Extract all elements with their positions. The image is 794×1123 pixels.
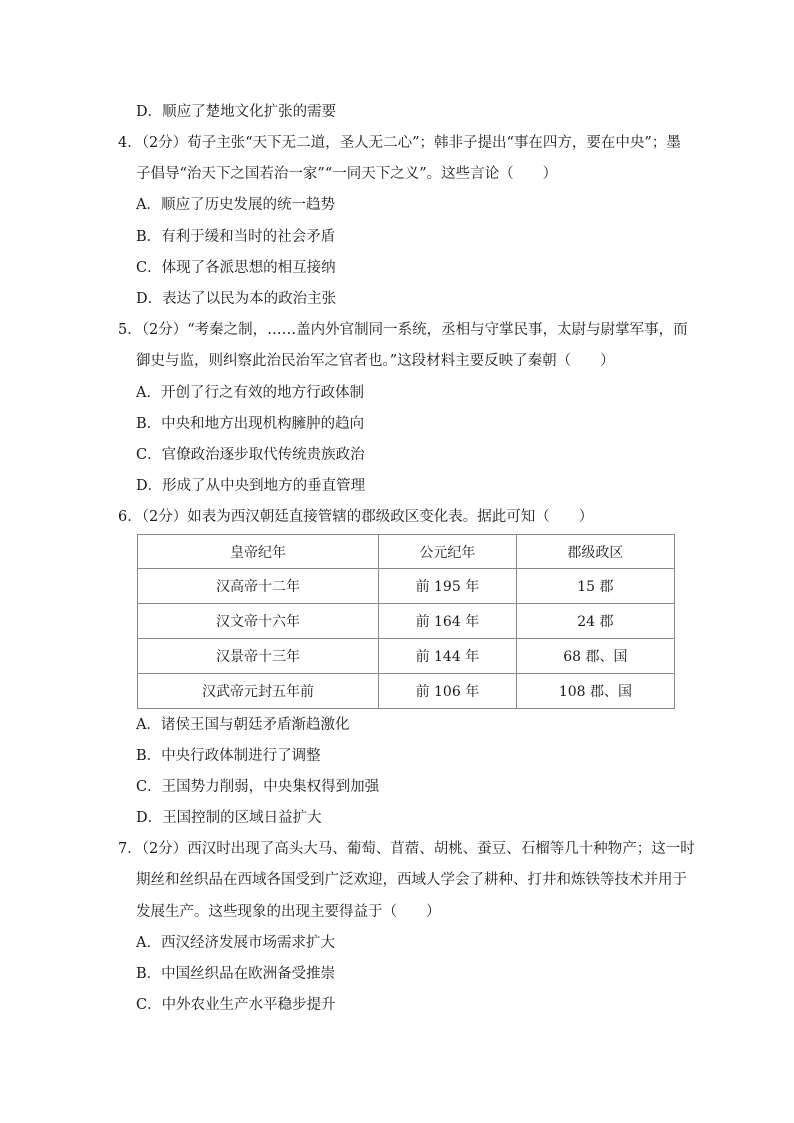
q7-option-a: A．西汉经济发展市场需求扩大 xyxy=(136,935,335,951)
q6-data-table xyxy=(137,534,675,709)
q4-stem-line2: 子倡导“治天下之国若治一家”“一同天下之义”。这些言论（ ） xyxy=(136,166,558,182)
q3-option-d: D．顺应了楚地文化扩张的需要 xyxy=(136,104,337,120)
table-cell: 108 郡、国 xyxy=(516,674,674,709)
q6-option-b: B．中央行政体制进行了调整 xyxy=(136,748,321,764)
q4-option-b: B．有利于缓和当时的社会矛盾 xyxy=(136,229,336,245)
q7-stem-line1: 7．（2分）西汉时出现了高头大马、葡萄、苜蓿、胡桃、蚕豆、石榴等几十种物产；这一时 xyxy=(118,841,695,857)
q4-stem-line1: 4．（2分）荀子主张“天下无二道，圣人无二心”；韩非子提出“事在四方，要在中央”；墨 xyxy=(118,135,681,151)
table-row xyxy=(138,604,675,639)
q5-stem-line1: 5．（2分）“考秦之制，……盖内外官制同一系统，丞相与守掌民事，太尉与尉掌军事，而 xyxy=(118,322,688,338)
table-header-row xyxy=(138,535,675,569)
q4-option-c: C．体现了各派思想的相互接纳 xyxy=(136,260,336,276)
table-cell: 汉武帝元封五年前 xyxy=(138,674,379,709)
q5-option-d: D．形成了从中央到地方的垂直管理 xyxy=(136,478,366,494)
table-row xyxy=(138,639,675,674)
table-header-cell: 郡级政区 xyxy=(516,535,674,569)
q7-stem-line3: 发展生产。这些现象的出现主要得益于（ ） xyxy=(136,904,441,920)
table-cell: 24 郡 xyxy=(516,604,674,639)
table-cell: 前 195 年 xyxy=(378,569,516,604)
q4-option-d: D．表达了以民为本的政治主张 xyxy=(136,291,337,307)
table-header-cell: 皇帝纪年 xyxy=(138,535,379,569)
table-cell: 前 144 年 xyxy=(378,639,516,674)
q6-stem-line1: 6．（2分）如表为西汉朝廷直接管辖的郡级政区变化表。据此可知（ ） xyxy=(118,509,594,525)
q6-option-a: A．诸侯王国与朝廷矛盾渐趋激化 xyxy=(136,717,350,733)
q6-option-c: C．王国势力削弱，中央集权得到加强 xyxy=(136,779,380,795)
q4-option-a: A．顺应了历史发展的统一趋势 xyxy=(136,197,335,213)
q6-option-d: D．王国控制的区域日益扩大 xyxy=(136,810,322,826)
table-header-cell: 公元纪年 xyxy=(378,535,516,569)
q5-option-b: B．中央和地方出现机构臃肿的趋向 xyxy=(136,416,365,432)
table-row xyxy=(138,674,675,709)
table-cell: 15 郡 xyxy=(516,569,674,604)
table-cell: 汉景帝十三年 xyxy=(138,639,379,674)
q7-stem-line2: 期丝和丝织品在西域各国受到广泛欢迎，西域人学会了耕种、打井和炼铁等技术并用于 xyxy=(136,872,687,888)
q7-option-b: B．中国丝织品在欧洲备受推崇 xyxy=(136,966,336,982)
q7-option-c: C．中外农业生产水平稳步提升 xyxy=(136,997,336,1013)
table-cell: 68 郡、国 xyxy=(516,639,674,674)
table-cell: 汉文帝十六年 xyxy=(138,604,379,639)
table-cell: 汉高帝十二年 xyxy=(138,569,379,604)
table-cell: 前 164 年 xyxy=(378,604,516,639)
q5-stem-line2: 御史与监，则纠察此治民治军之官者也。”这段材料主要反映了秦朝（ ） xyxy=(136,353,615,369)
table-cell: 前 106 年 xyxy=(378,674,516,709)
table-row xyxy=(138,569,675,604)
q5-option-c: C．官僚政治逐步取代传统贵族政治 xyxy=(136,447,365,463)
q5-option-a: A．开创了行之有效的地方行政体制 xyxy=(136,385,364,401)
